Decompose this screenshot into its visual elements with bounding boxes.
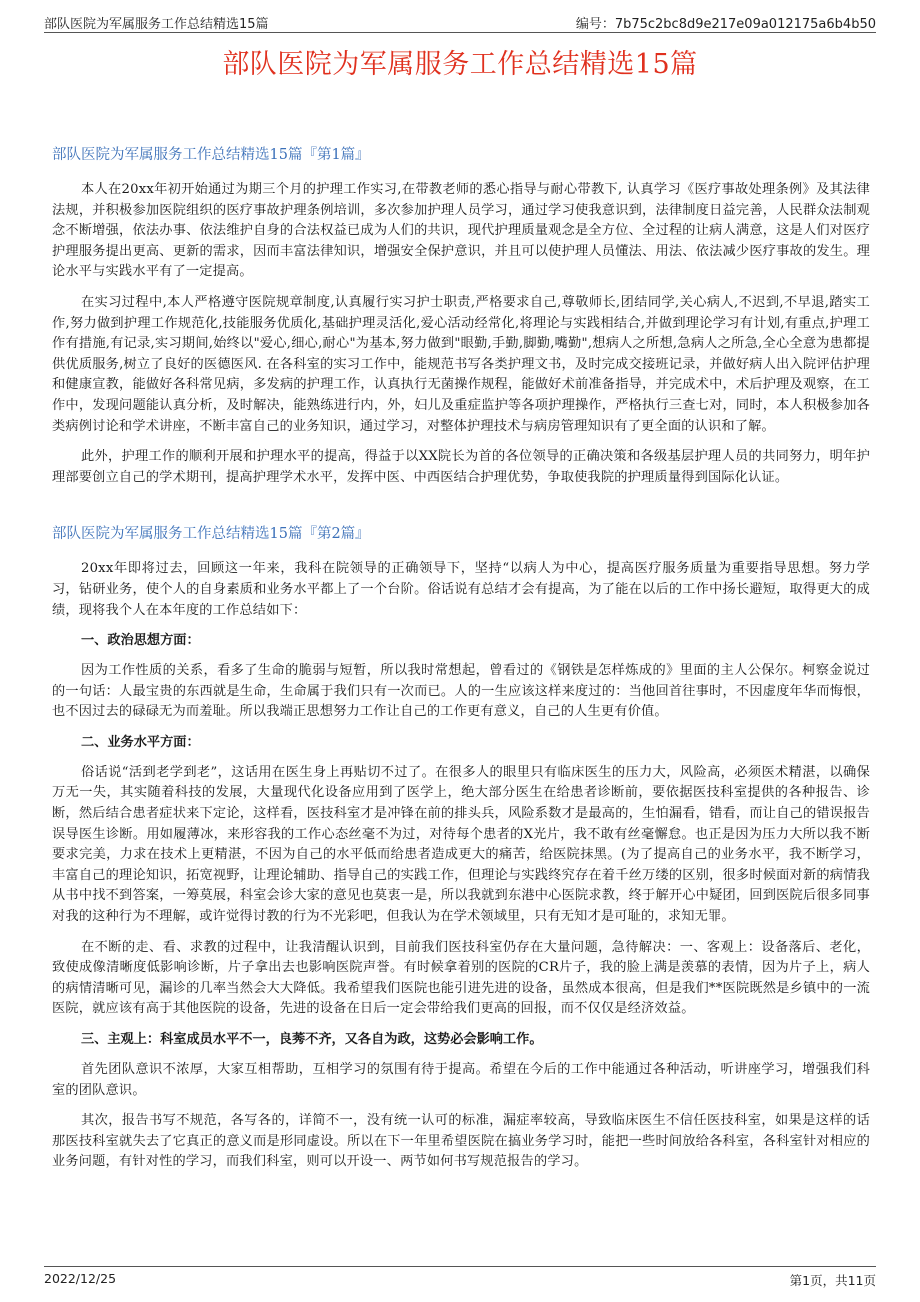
paragraph: 在不断的走、看、求教的过程中，让我清醒认识到，目前我们医技科室仍存在大量问题，急待解决：一、客观上：设备落后、老化，致使成像清晰度低影响诊断，片子拿出去也影响医院声誉。有时候拿着别的医院的CR片子，我的脸上满是羡慕的表情，因为片子上，病人的病情清晰可见，漏诊的几率当然会大大降低。我希望我们医院也能引进先进的设备，虽然成本很高，但是我们**医院既然是乡镇中的一流医院，就应该有高于其他医院的设备，先进的设备在日后一定会带给我们更高的回报，而不仅仅是经济效益。 <box>52 939 870 1017</box>
paragraph: 因为工作性质的关系，看多了生命的脆弱与短暂，所以我时常想起，曾看过的《钢铁是怎样炼成的》里面的主人公保尔。柯察金说过的一句话：人最宝贵的东西就是生命，生命属于我们只有一次而已。人的一生应该这样来度过的：当他回首往事时，不因虚度年华而悔恨，也不因过去的碌碌无为而羞耻。所以我端正思想努力工作让自己的工作更有意义，自己的人生更有价值。 <box>52 663 870 720</box>
paragraph: 其次，报告书写不规范，各写各的，详简不一，没有统一认可的标准，漏症率较高，导致临床医生不信任医技科室，如果是这样的话那医技科室就失去了它真正的意义而是形同虚设。所以在下一年里希望医院在搞业务学习时，能把一些时间放给各科室，各科室针对相应的业务问题，有针对性的学习，而我们科室，则可以开设一、两节如何书写规范报告的学习。 <box>52 1113 870 1170</box>
footer-page-number: 第1页，共11页 <box>789 1273 876 1288</box>
page-footer <box>44 1266 876 1287</box>
paragraph: 20xx年即将过去，回顾这一年来，我科在院领导的正确领导下，坚持“以病人为中心，提高医疗服务质量为重要指导思想。努力学习，钻研业务，使个人的自身素质和业务水平都上了一个台阶。俗话说有总结才会有提高，为了能在以后的工作中扬长避短，取得更大的成绩，现将我个人在本年度的工作总结如下： <box>52 561 870 618</box>
section-heading-2: 部队医院为军属服务工作总结精选15篇『第2篇』 <box>52 526 370 543</box>
subheading: 一、政治思想方面： <box>81 633 200 649</box>
document-title: 部队医院为军属服务工作总结精选15篇 <box>222 49 698 80</box>
paragraph: 首先团队意识不浓厚，大家互相帮助，互相学习的氛围有待于提高。希望在今后的工作中能通过各种活动，听讲座学习，增强我们科室的团队意识。 <box>52 1062 870 1098</box>
header-doc-id: 编号：7b75c2bc8d9e217e09a012175a6b4b50 <box>575 17 876 32</box>
subheading: 三、主观上：科室成员水平不一，良莠不齐，又各自为政，这势必会影响工作。 <box>81 1032 543 1047</box>
document-body <box>52 143 870 1183</box>
paragraph: 本人在20xx年初开始通过为期三个月的护理工作实习,在带教老师的悉心指导与耐心带教下, 认真学习《医疗事故处理条例》及其法律法规，并积极参加医院组织的医疗事故护理条例培训，多次参加护理人员学习，通过学习使我意识到，法律制度日益完善，人民群众法制观念不断增强，依法办事、依法维护自身的合法权益已成为人们的共识，现代护理质量观念是全方位、全过程的让病人满意，这是人们对医疗护理服务提出更高、更新的需求，因而丰富法律知识，增强安全保护意识，并且可以使护理人员懂法、用法、依法减少医疗事故的发生。理论水平与实践水平有了一定提高。 <box>52 182 870 280</box>
paragraph: 在实习过程中,本人严格遵守医院规章制度,认真履行实习护士职责,严格要求自己,尊敬师长,团结同学,关心病人,不迟到,不早退,踏实工作,努力做到护理工作规范化,技能服务优质化,基础护理灵活化,爱心活动经常化,将理论与实践相结合,并做到理论学习有计划,有重点,护理工作有措施,有记录,实习期间,始终以"爱心,细心,耐心"为基本,努力做到"眼勤,手勤,脚勤,嘴勤",想病人之所想,急病人之所急,全心全意为患都提供优质服务,树立了良好的医德医风. 在各科室的实习工作中，能规范书写各类护理文书，及时完成交接班记录，并做好病人出入院评估护理和健康宣教，能做好各科常见病，多发病的护理工作，认真执行无菌操作规程，能做好术前准备指导，并完成术中，术后护理及观察，在工作中，发现问题能认真分析，及时解决，能熟练进行内，外，妇儿及重症监护等各项护理操作，严格执行三查七对，同时，本人积极参加各类病例讨论和学术讲座，不断丰富自己的业务知识，通过学习，对整体护理技术与病房管理知识有了更全面的认识和了解。 <box>52 294 870 434</box>
footer-date: 2022/12/25 <box>44 1271 117 1286</box>
page-header <box>44 12 876 33</box>
paragraph: 俗话说“活到老学到老”，这话用在医生身上再贴切不过了。在很多人的眼里只有临床医生的压力大，风险高，必须医术精湛，以确保万无一失，其实随着科技的发展，大量现代化设备应用到了医学上，绝大部分医生在给患者诊断前，要依据医技科室提供的各种报告、诊断，然后结合患者症状来下定论，这样看，医技科室才是冲锋在前的排头兵，风险系数才是最高的，生怕漏看，错看，而让自己的错误报告误导医生诊断。用如履薄冰，来形容我的工作心态丝毫不为过，对待每个患者的X光片，我不敢有丝毫懈怠。也正是因为压力大所以我不断要求完美，力求在技术上更精湛，不因为自己的水平低而给患者造成更大的痛苦，给医院抹黑。(为了提高自己的业务水平，我不断学习，丰富自己的理论知识，拓宽视野，让理论辅助、指导自己的实践工作，但理论与实践终究存在着千丝万缕的区别，很多时候面对新的病情我从书中找不到答案，一筹莫展，科室会诊大家的意见也莫衷一是，所以我就到东港中心医院求教，终于解开心中疑团，回到医院后很多同事对我的这种行为不理解，或许觉得讨教的行为不光彩吧，但我认为在学术领域里，只有无知才是可耻的，求知无罪。 <box>52 764 870 925</box>
paragraph: 此外，护理工作的顺利开展和护理水平的提高，得益于以XX院长为首的各位领导的正确决策和各级基层护理人员的共同努力，明年护理部要创立自己的学术期刊，提高护理学术水平，发挥中医、中西医结合护理优势，争取使我院的护理质量得到国际化认证。 <box>52 449 870 485</box>
header-doc-name: 部队医院为军属服务工作总结精选15篇 <box>44 17 269 32</box>
subheading: 二、业务水平方面： <box>81 734 200 750</box>
section-heading-1: 部队医院为军属服务工作总结精选15篇『第1篇』 <box>52 147 370 163</box>
